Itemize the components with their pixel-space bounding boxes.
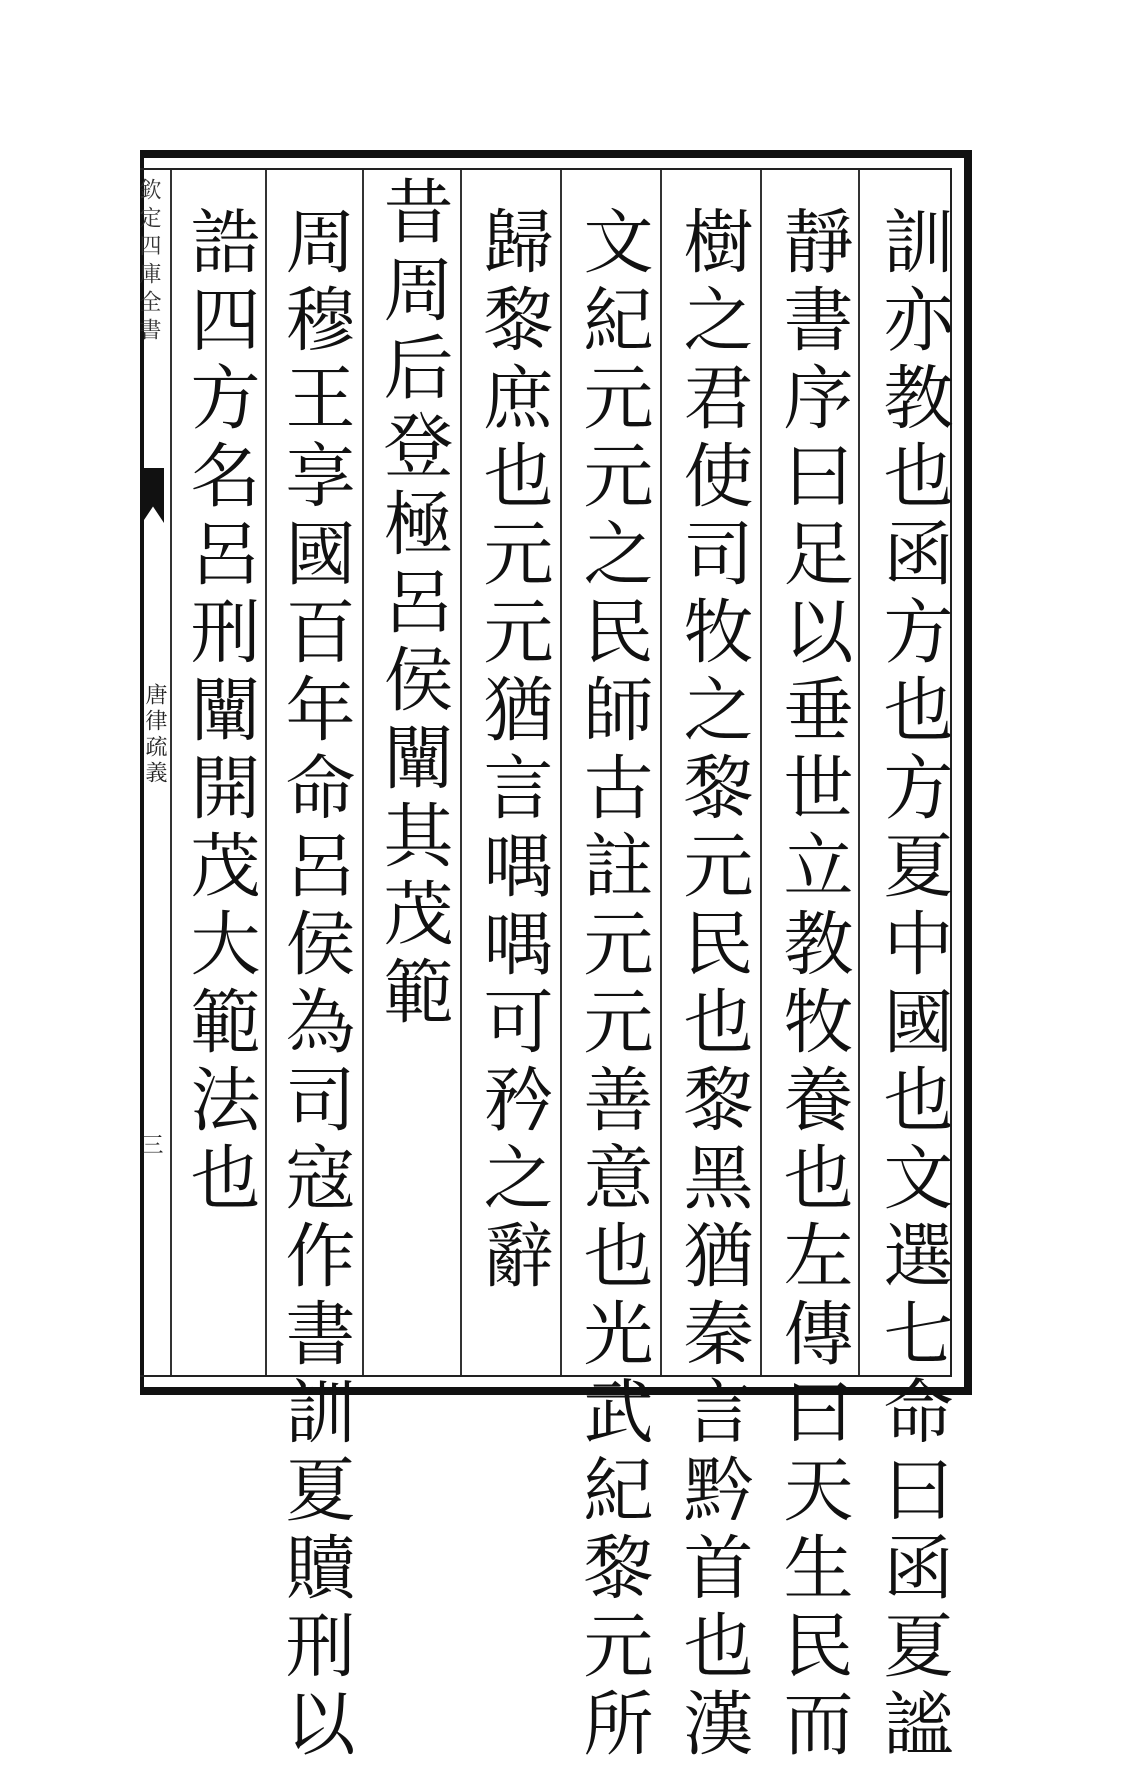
text-column-5: 歸黎庶也元元猶言喁喁可矜之辭 — [472, 205, 554, 1297]
text-column-3: 樹之君使司牧之黎元民也黎黑猶秦言黔首也漢 — [672, 205, 754, 1765]
margin-page-number: 三 — [138, 1133, 163, 1155]
text-column-2: 靜書序曰足以垂世立教牧養也左傳曰天生民而 — [772, 205, 854, 1765]
column-divider — [560, 170, 562, 1375]
column-divider — [760, 170, 762, 1375]
column-divider — [858, 170, 860, 1375]
text-column-1: 訓亦教也函方也方夏中國也文選七命曰函夏謐 — [872, 205, 954, 1765]
text-column-6: 昔周后登極呂侯闡其茂範 — [372, 175, 454, 1033]
frame-right-rule — [964, 150, 972, 1395]
margin-series-title: 欽定四庫全書 — [136, 178, 161, 346]
fish-tail-mark — [142, 468, 164, 523]
inner-top-rule — [140, 168, 952, 170]
center-margin — [136, 168, 168, 1373]
column-divider — [660, 170, 662, 1375]
column-divider — [170, 170, 172, 1375]
margin-book-title: 唐律疏義 — [142, 683, 167, 787]
column-divider — [265, 170, 267, 1375]
page-frame — [136, 150, 972, 1765]
text-column-7: 周穆王享國百年命呂侯為司寇作書訓夏贖刑以 — [274, 205, 356, 1765]
frame-top-rule — [140, 150, 972, 158]
column-divider — [362, 170, 364, 1375]
column-divider — [460, 170, 462, 1375]
text-column-4: 文紀元元之民師古註元元善意也光武紀黎元所 — [572, 205, 654, 1765]
text-column-8: 誥四方名呂刑闡開茂大範法也 — [179, 205, 261, 1219]
